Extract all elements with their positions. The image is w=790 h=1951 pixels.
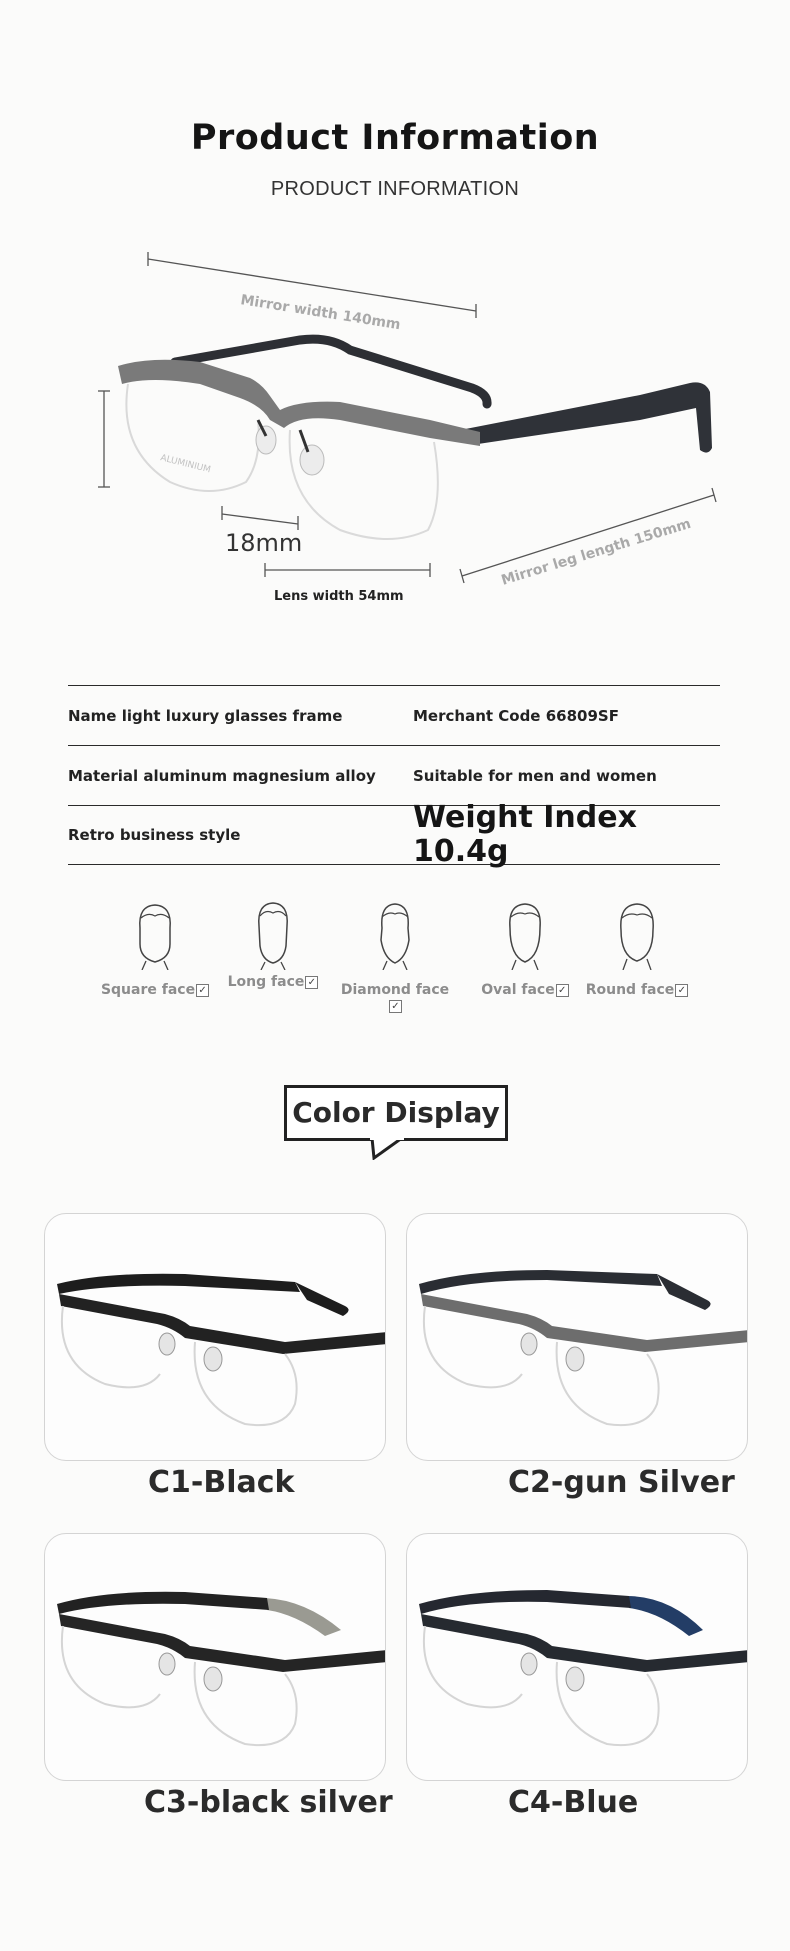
glasses-illustration — [118, 339, 712, 539]
spec-weight: Weight Index 10.4g — [413, 800, 637, 869]
oval-face-icon — [498, 900, 552, 970]
face-shape-list — [100, 900, 700, 1040]
lens-width-indicator — [265, 563, 430, 604]
spec-row — [68, 800, 720, 869]
lens-height-indicator — [0, 230, 110, 487]
diamond-face-icon — [368, 900, 422, 970]
round-face-icon — [610, 900, 664, 970]
long-face-icon — [246, 900, 300, 970]
spec-table — [68, 685, 720, 869]
spec-row — [68, 745, 720, 805]
spec-style: Retro business style — [68, 826, 241, 844]
check-icon: ✓ — [556, 984, 569, 997]
spec-suitable: Suitable for men and women — [413, 766, 657, 785]
face-label: Oval face ✓ — [470, 982, 580, 998]
color-label-c1: C1-Black — [148, 1465, 295, 1500]
bridge-label: 18mm — [225, 529, 303, 557]
page-subtitle: PRODUCT INFORMATION — [270, 178, 520, 200]
check-icon: ✓ — [196, 984, 209, 997]
spec-material: Material aluminum magnesium alloy — [68, 766, 376, 785]
spec-row — [68, 685, 720, 745]
face-round — [582, 900, 692, 998]
leg-length-label: Mirror leg length 150mm — [499, 515, 693, 589]
lens-width-label: Lens width 54mm — [274, 589, 404, 604]
mirror-width-indicator — [148, 252, 476, 333]
check-icon: ✓ — [305, 976, 318, 989]
mirror-width-label: Mirror width 140mm — [239, 292, 402, 334]
bridge-indicator — [222, 506, 302, 557]
glasses-gun-silver-image — [407, 1214, 748, 1461]
face-label: Long face ✓ — [218, 974, 328, 990]
leg-length-indicator — [460, 488, 716, 589]
color-card-c3[interactable] — [44, 1533, 386, 1781]
speech-tail-icon — [370, 1138, 404, 1160]
face-long — [218, 900, 328, 990]
color-card-c2[interactable] — [406, 1213, 748, 1461]
color-display-heading: Color Display — [284, 1085, 508, 1141]
glasses-dimension-diagram — [0, 230, 790, 610]
square-face-icon — [128, 900, 182, 970]
lens-engraving: ALUMINIUM — [159, 453, 212, 476]
check-icon: ✓ — [675, 984, 688, 997]
color-label-c2: C2-gun Silver — [508, 1465, 735, 1500]
face-label: Round face ✓ — [582, 982, 692, 998]
glasses-black-image — [45, 1214, 386, 1461]
face-label: Square face ✓ — [100, 982, 210, 998]
glasses-blue-image — [407, 1534, 748, 1781]
face-diamond — [340, 900, 450, 1014]
check-icon: ✓ — [389, 1000, 402, 1013]
page-title: Product Information — [190, 118, 600, 158]
face-oval — [470, 900, 580, 998]
face-square — [100, 900, 210, 998]
spec-name: Name light luxury glasses frame — [68, 706, 343, 725]
color-label-c3: C3-black silver — [144, 1785, 393, 1820]
spec-merchant-code: Merchant Code 66809SF — [413, 706, 619, 725]
color-label-c4: C4-Blue — [508, 1785, 639, 1820]
glasses-black-silver-image — [45, 1534, 386, 1781]
color-card-c1[interactable] — [44, 1213, 386, 1461]
face-label: Diamond face✓ — [340, 982, 450, 1012]
color-card-c4[interactable] — [406, 1533, 748, 1781]
